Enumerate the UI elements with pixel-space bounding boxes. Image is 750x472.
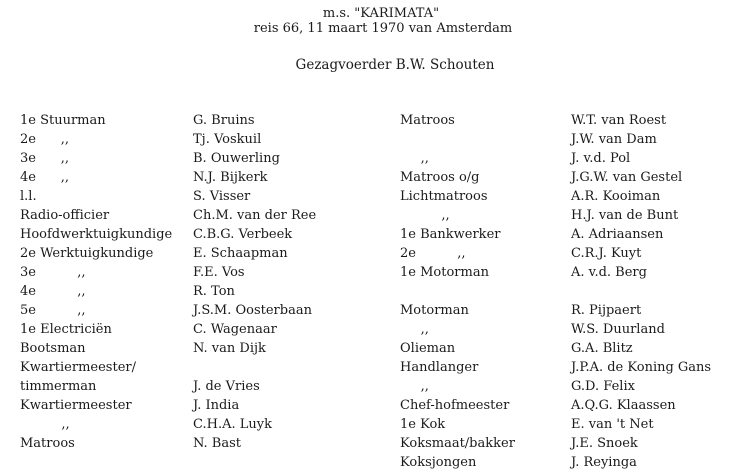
crew-name: E. van 't Net <box>571 417 654 432</box>
crew-name: G.A. Blitz <box>571 341 633 356</box>
crew-rank: Matroos <box>400 113 455 128</box>
crew-name <box>571 282 749 301</box>
crew-name: J.E. Snoek <box>571 436 638 451</box>
crew-name: Tj. Voskuil <box>193 132 262 147</box>
crew-name: E. Schaapman <box>193 246 288 261</box>
crew-rank: 2e ,, <box>400 246 466 261</box>
crew-rank: 3e ,, <box>20 151 70 166</box>
crew-name: J. v.d. Pol <box>571 151 631 166</box>
crew-rank: 1e Bankwerker <box>400 227 501 242</box>
crew-rank: 4e ,, <box>20 170 70 185</box>
crew-name: G. Bruins <box>193 113 255 128</box>
crew-rank: Chef-hofmeester <box>400 398 510 413</box>
crew-name: C.B.G. Verbeek <box>193 227 293 242</box>
crew-name: A.R. Kooiman <box>571 189 661 204</box>
crew-rank: timmerman <box>20 379 97 394</box>
crew-name: C.H.A. Luyk <box>193 417 272 432</box>
crew-name: R. Pijpaert <box>571 303 642 318</box>
crew-rank: Kwartiermeester <box>20 398 132 413</box>
crew-rank: Koksmaat/bakker <box>400 436 515 451</box>
crew-rank: 4e ,, <box>20 284 86 299</box>
crew-name: R. Ton <box>193 284 235 299</box>
crew-rank: 1e Stuurman <box>20 113 106 128</box>
crew-rank: Motorman <box>400 303 469 318</box>
crew-rank: ,, <box>400 208 450 223</box>
crew-name: N.J. Bijkerk <box>193 170 268 185</box>
crew-name: W.T. van Roest <box>571 113 667 128</box>
crew-rank: Koksjongen <box>400 455 477 470</box>
crew-name: S. Visser <box>193 189 251 204</box>
crew-name: J.W. van Dam <box>571 132 657 147</box>
crew-rank: 2e Werktuigkundige <box>20 246 154 261</box>
crew-name: J. India <box>193 398 240 413</box>
crew-rank: ,, <box>400 379 429 394</box>
crew-name: C. Wagenaar <box>193 322 277 337</box>
crew-rank: Bootsman <box>20 341 86 356</box>
crew-name: J.P.A. de Koning Gans <box>571 360 712 375</box>
crew-rank: ,, <box>20 417 70 432</box>
crew-rank: 5e ,, <box>20 303 86 318</box>
crew-name: A. Adriaansen <box>571 227 664 242</box>
crew-rank: Matroos o/g <box>400 170 480 185</box>
ship-name: m.s. "KARIMATA" <box>322 6 440 21</box>
right-rank-column <box>400 111 565 472</box>
crew-rank: l.l. <box>20 189 37 204</box>
crew-name: A. v.d. Berg <box>571 265 647 280</box>
crew-name: A.Q.G. Klaassen <box>571 398 676 413</box>
crew-rank: Radio-officier <box>20 208 110 223</box>
crew-rank: Matroos <box>20 436 75 451</box>
voyage-info: reis 66, 11 maart 1970 van Amsterdam <box>253 21 513 36</box>
crew-name: C.R.J. Kuyt <box>571 246 642 261</box>
crew-name: J. Reyinga <box>571 455 637 470</box>
crew-name: F.E. Vos <box>193 265 245 280</box>
crew-rank: 3e ,, <box>20 265 86 280</box>
crew-rank: Kwartiermeester/ <box>20 360 136 375</box>
captain-line: Gezagvoerder B.W. Schouten <box>295 57 495 73</box>
right-name-column <box>571 111 749 472</box>
crew-name: B. Ouwerling <box>193 151 280 166</box>
crew-rank: Hoofdwerktuigkundige <box>20 227 173 242</box>
crew-rank: 1e Motorman <box>400 265 489 280</box>
crew-rank: 2e ,, <box>20 132 70 147</box>
crew-rank <box>400 282 565 301</box>
crew-name: J.S.M. Oosterbaan <box>193 303 312 318</box>
crew-rank: Olieman <box>400 341 456 356</box>
crew-name: G.D. Felix <box>571 379 635 394</box>
crew-rank: ,, <box>400 151 429 166</box>
crew-name: J. de Vries <box>193 379 260 394</box>
crew-name: N. van Dijk <box>193 341 266 356</box>
crew-name: H.J. van de Bunt <box>571 208 679 223</box>
crew-name: Ch.M. van der Ree <box>193 208 317 223</box>
crew-name: J.G.W. van Gestel <box>571 170 683 185</box>
crew-name <box>193 358 393 377</box>
crew-rank: ,, <box>400 322 429 337</box>
crew-rank: 1e Electriciën <box>20 322 112 337</box>
crew-rank: Handlanger <box>400 360 479 375</box>
crew-name: N. Bast <box>193 436 242 451</box>
left-rank-column <box>20 111 190 453</box>
crew-rank: Lichtmatroos <box>400 189 488 204</box>
crew-name: W.S. Duurland <box>571 322 665 337</box>
crew-rank: 1e Kok <box>400 417 446 432</box>
crew-rank <box>400 130 565 149</box>
left-name-column <box>193 111 393 453</box>
